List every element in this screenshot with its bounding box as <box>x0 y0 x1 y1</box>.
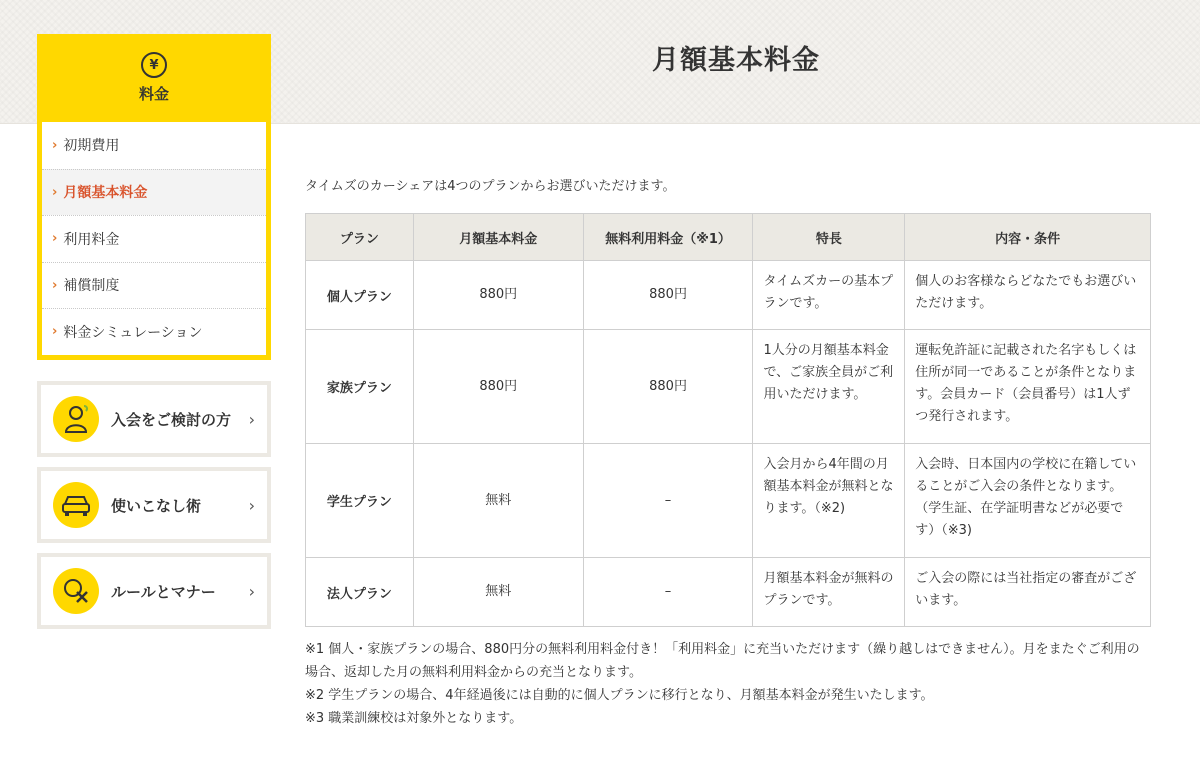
table-row <box>306 558 1151 627</box>
sidebar-item-label: 月額基本料金 <box>63 185 148 202</box>
monthly-fee-cell: 無料 <box>413 444 583 558</box>
header-monthly-fee: 月額基本料金 <box>413 214 583 261</box>
header-feature: 特長 <box>753 214 905 261</box>
footnote-3: ※3 職業訓練校は対象外となります。 <box>305 711 523 726</box>
promo-tips-button[interactable] <box>37 467 271 543</box>
page-title: 月額基本料金 <box>652 45 820 76</box>
rules-icon <box>53 568 99 614</box>
sidebar-menu <box>37 34 271 360</box>
promo-label: 使いこなし術 <box>111 496 202 515</box>
promo-label: ルールとマナー <box>111 582 216 601</box>
feature-cell: 入会月から4年間の月額基本料金が無料となります。（※2) <box>753 444 905 558</box>
header-conditions: 内容・条件 <box>905 214 1151 261</box>
header-free-usage: 無料利用料金（※1） <box>583 214 753 261</box>
intro-text: タイムズのカーシェアは4つのプランからお選びいただけます。 <box>305 179 676 194</box>
car-icon <box>53 482 99 528</box>
conditions-cell: ご入会の際には当社指定の審査がございます。 <box>905 558 1151 627</box>
monthly-fee-cell: 880円 <box>413 330 583 444</box>
feature-cell: 1人分の月額基本料金で、ご家族全員がご利用いただけます。 <box>753 330 905 444</box>
chevron-right-icon: › <box>52 137 58 153</box>
plan-name: 家族プラン <box>306 330 414 444</box>
monthly-fee-cell: 880円 <box>413 261 583 330</box>
person-icon <box>53 396 99 442</box>
footnotes <box>305 638 1151 730</box>
sidebar-item-label: 利用料金 <box>63 231 120 248</box>
free-usage-cell: 880円 <box>583 261 753 330</box>
chevron-right-icon: › <box>52 184 58 200</box>
sidebar-item-monthly-fee[interactable] <box>42 169 266 216</box>
feature-cell: 月額基本料金が無料のプランです。 <box>753 558 905 627</box>
sidebar-item-label: 初期費用 <box>63 138 120 155</box>
sidebar-item-initial-cost[interactable] <box>42 122 266 169</box>
free-usage-cell: – <box>583 444 753 558</box>
table-row <box>306 261 1151 330</box>
promo-rules-button[interactable] <box>37 553 271 629</box>
table-row <box>306 444 1151 558</box>
plan-name: 学生プラン <box>306 444 414 558</box>
chevron-right-icon: › <box>52 277 58 293</box>
plan-name: 法人プラン <box>306 558 414 627</box>
sidebar-item-simulation[interactable] <box>42 308 266 355</box>
header-plan: プラン <box>306 214 414 261</box>
footnote-1: ※1 個人・家族プランの場合、880円分の無料利用料金付き！「利用料金」に充当いただけます（繰り越しはできません）。月をまたぐご利用の場合、返却した月の無料利用料金からの充当となります。 <box>305 642 1140 680</box>
sidebar-list <box>42 122 266 355</box>
sidebar-item-usage-fee[interactable] <box>42 215 266 262</box>
promo-join-button[interactable] <box>37 381 271 457</box>
promo-label: 入会をご検討の方 <box>111 410 232 429</box>
free-usage-cell: – <box>583 558 753 627</box>
table-header-row <box>306 214 1151 261</box>
table-row <box>306 330 1151 444</box>
free-usage-cell: 880円 <box>583 330 753 444</box>
chevron-right-icon: › <box>248 495 255 515</box>
plans-table <box>305 213 1151 627</box>
yen-icon: ¥ <box>141 52 167 78</box>
sidebar-item-compensation[interactable] <box>42 262 266 309</box>
footnote-2: ※2 学生プランの場合、4年経過後には自動的に個人プランに移行となり、月額基本料金が発生いたします。 <box>305 688 934 703</box>
monthly-fee-cell: 無料 <box>413 558 583 627</box>
sidebar-header[interactable] <box>42 34 266 122</box>
sidebar-item-label: 補償制度 <box>63 278 120 295</box>
conditions-cell: 運転免許証に記載された名字もしくは住所が同一であることが条件となります。会員カード（会員番号）は1人ずつ発行されます。 <box>905 330 1151 444</box>
chevron-right-icon: › <box>52 231 58 247</box>
feature-cell: タイムズカーの基本プランです。 <box>753 261 905 330</box>
sidebar-item-label: 料金シミュレーション <box>63 324 203 341</box>
chevron-right-icon: › <box>52 324 58 340</box>
conditions-cell: 個人のお客様ならどなたでもお選びいただけます。 <box>905 261 1151 330</box>
chevron-right-icon: › <box>248 581 255 601</box>
sidebar-header-label: 料金 <box>138 85 169 103</box>
plan-name: 個人プラン <box>306 261 414 330</box>
conditions-cell: 入会時、日本国内の学校に在籍していることがご入会の条件となります。（学生証、在学証明書などが必要です）（※3) <box>905 444 1151 558</box>
chevron-right-icon: › <box>248 409 255 429</box>
